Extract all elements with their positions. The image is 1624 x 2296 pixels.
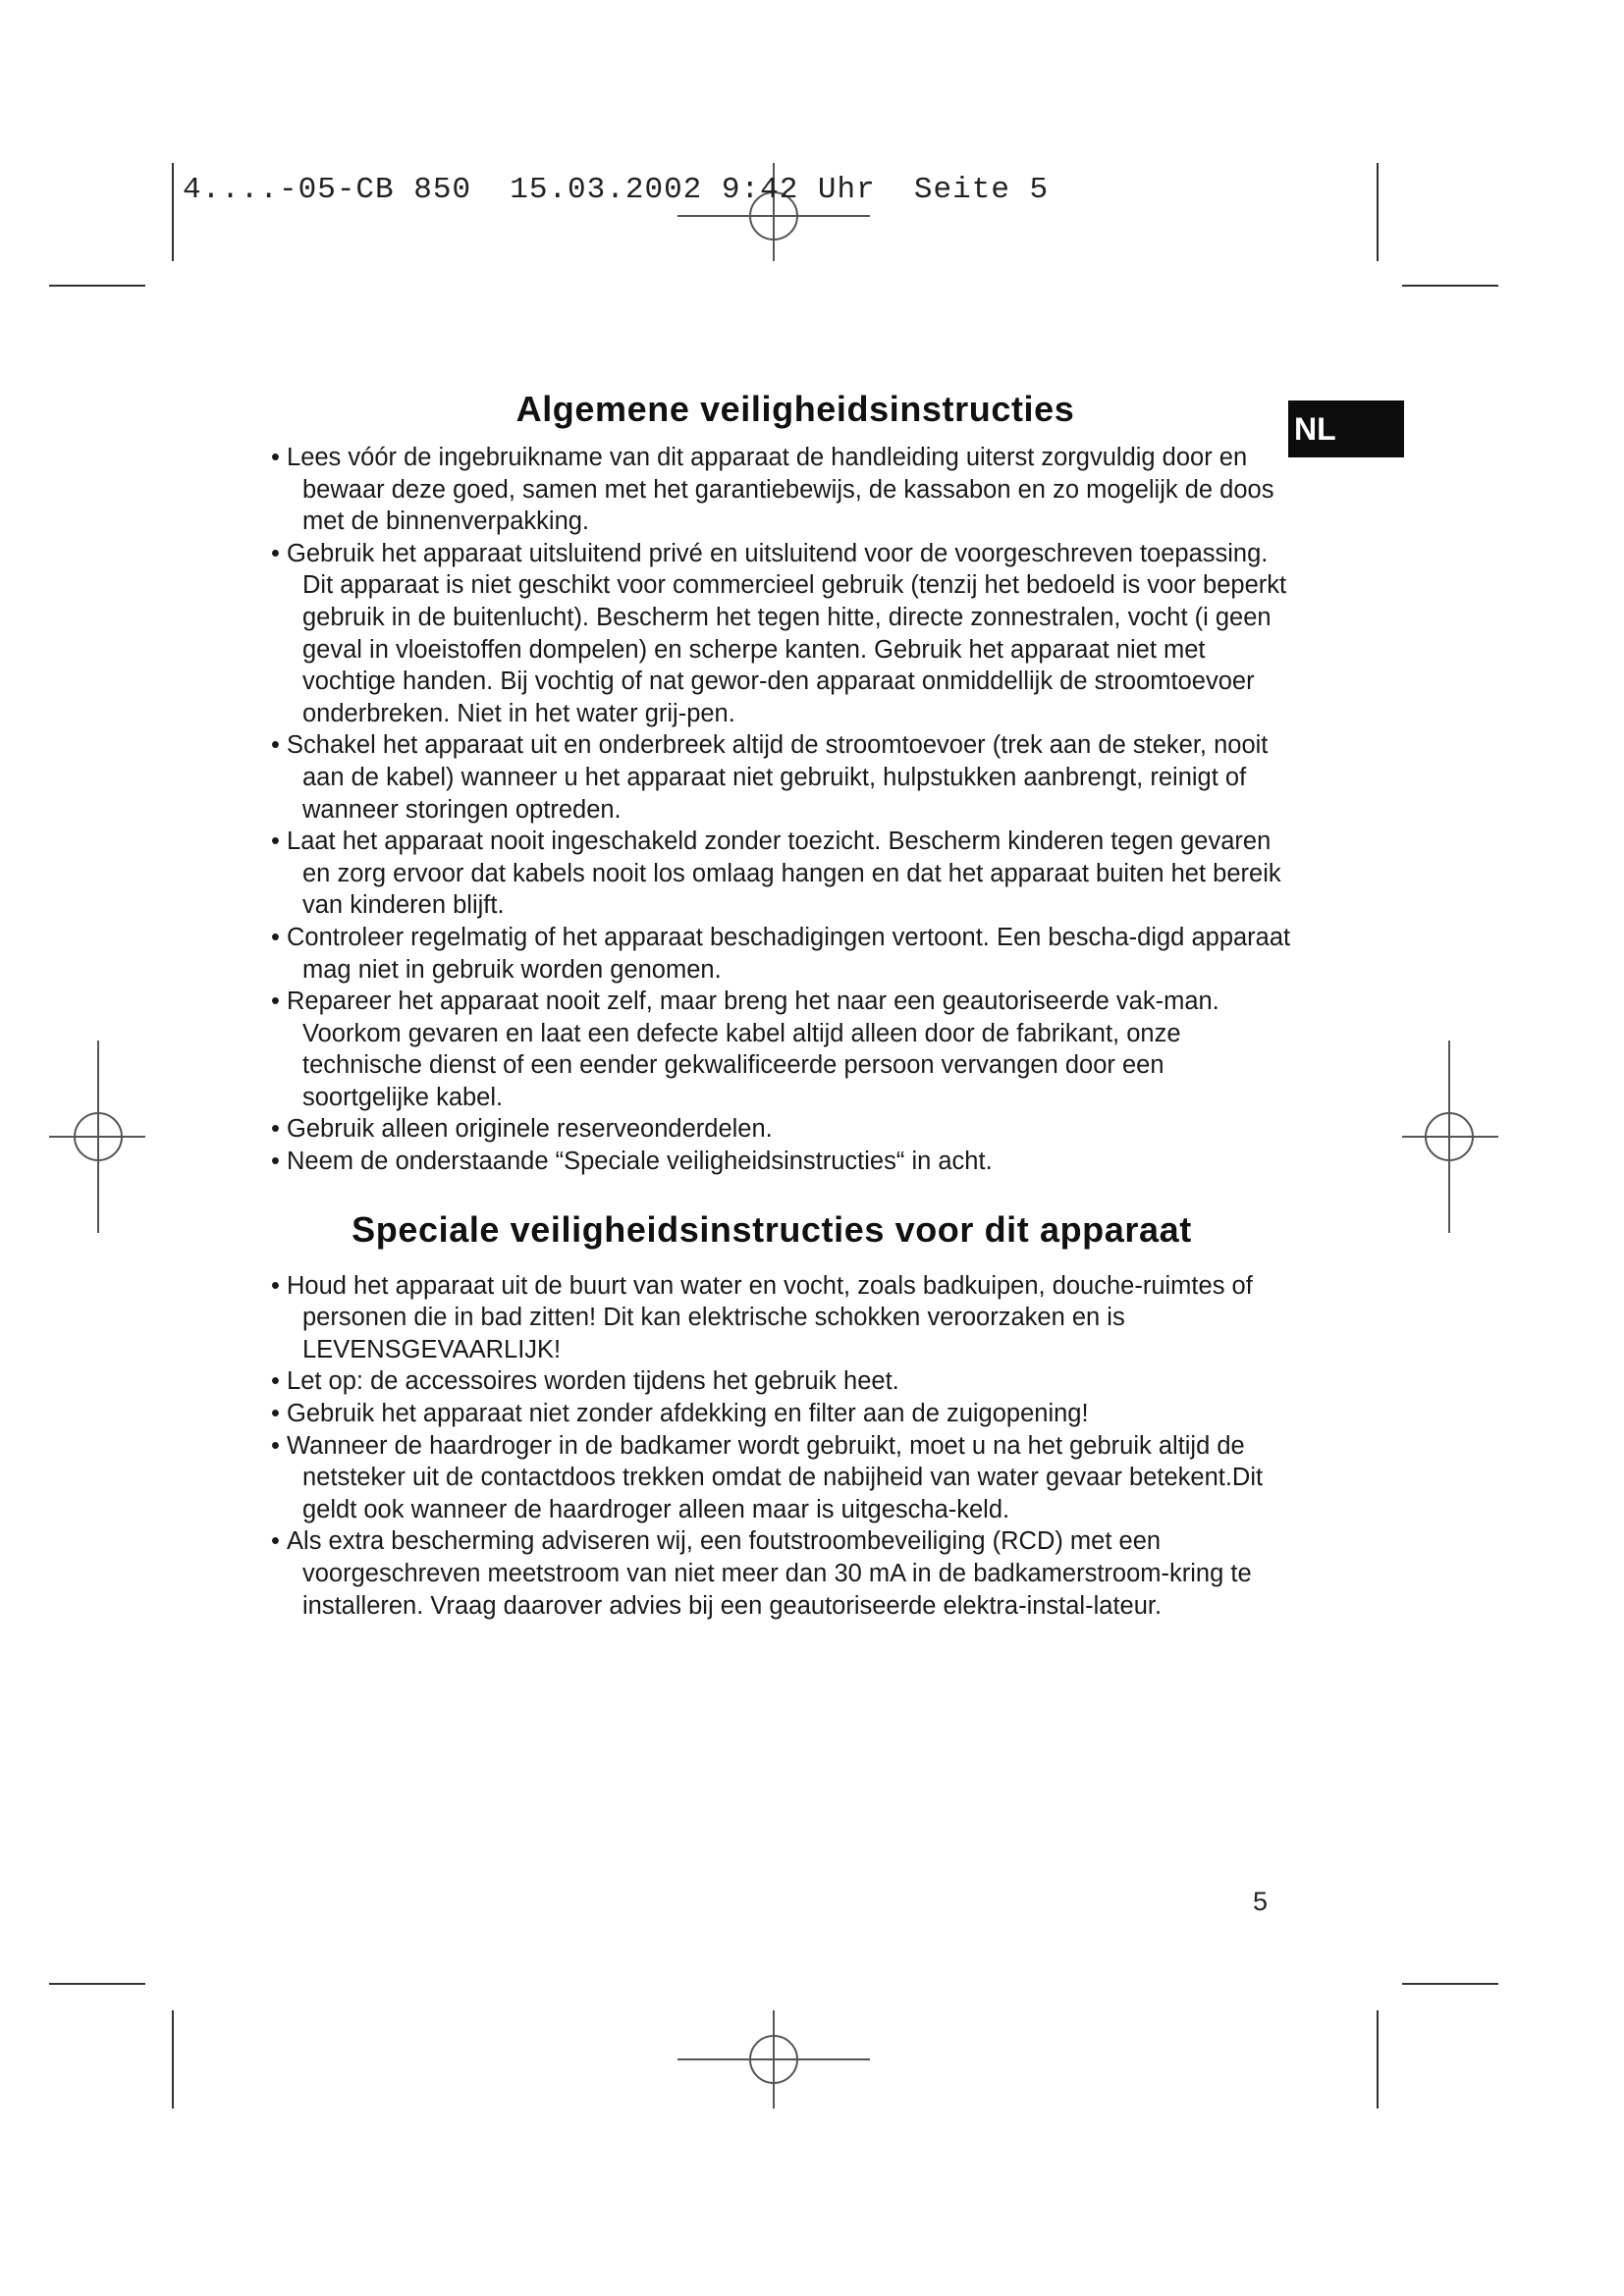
list-item: • Gebruik het apparaat uitsluitend privé en uitsluitend voor de voorgeschreven toepassing. Dit apparaat is niet geschikt voor commercieel gebruik (tenzij het bedoeld is voor beperkt gebruik in de buitenlucht). Bescherm het tegen hitte, directe zonnestralen, vocht (i geen geval in vloeistoffen dompelen) en scherpe kanten. Gebruik het apparaat niet met vochtige handen. Bij vochtig of nat gewor-den apparaat onmiddellijk de stroomtoevoer onderbreken. Niet in het water grij-pen. [251, 538, 1292, 730]
general-instructions-list [251, 442, 1292, 1178]
list-item: • Controleer regelmatig of het apparaat beschadigingen vertoont. Een bescha-digd apparaat mag niet in gebruik worden genomen. [251, 922, 1292, 986]
list-item: • Repareer het apparaat nooit zelf, maar breng het naar een geautoriseerde vak-man. Voorkom gevaren en laat een defecte kabel altijd alleen door de fabrikant, onze technische dienst of een eender gekwalificeerde persoon vervangen door een soortgelijke kabel. [251, 986, 1292, 1113]
page-number: 5 [1253, 1887, 1269, 1916]
list-item: • Houd het apparaat uit de buurt van water en vocht, zoals badkuipen, douche-ruimtes of personen die in bad zitten! Dit kan elektrische schokken veroorzaken en is LEVENSGEVAARLIJK! [251, 1270, 1292, 1366]
list-item: • Let op: de accessoires worden tijdens het gebruik heet. [251, 1365, 1292, 1398]
list-item: • Wanneer de haardroger in de badkamer wordt gebruikt, moet u na het gebruik altijd de netsteker uit de contactdoos trekken omdat de nabijheid van water gevaar betekent.Dit geldt ook wanneer de haardroger alleen maar is uitgescha-keld. [251, 1430, 1292, 1526]
list-item: • Lees vóór de ingebruikname van dit apparaat de handleiding uiterst zorgvuldig door en bewaar deze goed, samen met het garantiebewijs, de kassabon en zo mogelijk de doos met de binnenverpakking. [251, 442, 1292, 538]
print-slug: 4....-05-CB 850 15.03.2002 9:42 Uhr Seite 5 [183, 173, 1050, 207]
section-title-general: Algemene veiligheidsinstructies [515, 389, 1075, 429]
language-badge: NL [1288, 400, 1404, 457]
list-item: • Neem de onderstaande “Speciale veiligheidsinstructies“ in acht. [251, 1146, 1292, 1178]
main-content [251, 389, 1292, 1622]
special-instructions-list [251, 1270, 1292, 1623]
list-item: • Laat het apparaat nooit ingeschakeld zonder toezicht. Bescherm kinderen tegen gevaren en zorg ervoor dat kabels nooit los omlaag hangen en dat het apparaat buiten het bereik van kinderen blijft. [251, 826, 1292, 922]
list-item: • Als extra bescherming adviseren wij, een foutstroombeveiliging (RCD) met een voorgeschreven meetstroom van niet meer dan 30 mA in de badkamerstroom-kring te installeren. Vraag daarover advies bij een geautoriseerde elektra-instal-lateur. [251, 1525, 1292, 1622]
list-item: • Gebruik alleen originele reserveonderdelen. [251, 1113, 1292, 1146]
list-item: • Gebruik het apparaat niet zonder afdekking en filter aan de zuigopening! [251, 1398, 1292, 1430]
list-item: • Schakel het apparaat uit en onderbreek altijd de stroomtoevoer (trek aan de steker, nooit aan de kabel) wanneer u het apparaat niet gebruikt, hulpstukken aanbrengt, reinigt of wanneer storingen optreden. [251, 729, 1292, 826]
section-title-special: Speciale veiligheidsinstructies voor dit apparaat [352, 1208, 1192, 1250]
